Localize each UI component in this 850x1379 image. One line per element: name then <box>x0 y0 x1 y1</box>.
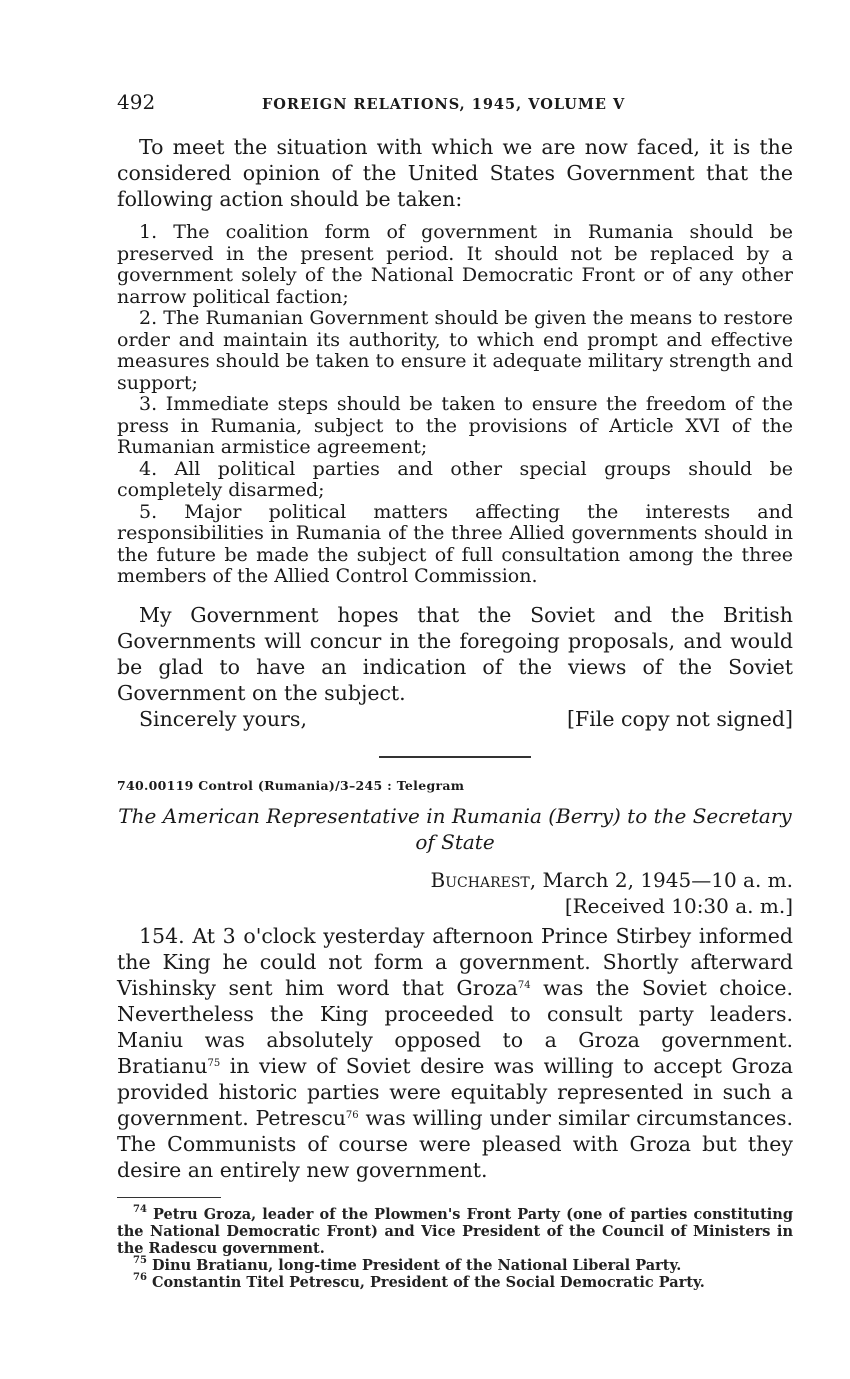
date: March 2, 1945—10 a. m. <box>542 867 793 892</box>
footnote-text: Petru Groza, leader of the Plowmen's Front Party (one of parties constituting the National Democratic Front) and Vice President of the Council of Ministers in the Radescu government. <box>117 1205 793 1257</box>
salutation: Sincerely yours, <box>139 706 307 731</box>
telegram-text: in view of Soviet desire was willing to accept Groza provided historic parties were equitably represented in such a government. Petrescu <box>117 1053 793 1130</box>
telegram-text: 154. At 3 o'clock yesterday afternoon Prince Stirbey informed the King he could not form a government. Shortly afterward Vishinsky sent him word that Groza <box>117 923 793 1000</box>
action-list <box>117 222 793 588</box>
dateline <box>117 867 793 919</box>
list-item: 2. The Rumanian Government should be given the means to restore order and maintain its authority, to which end prompt and effective measures should be taken to ensure it adequate military strength and support; <box>117 307 793 394</box>
running-head: FOREIGN RELATIONS, 1945, VOLUME V <box>262 96 626 113</box>
intro-paragraph: To meet the situation with which we are now faced, it is the considered opinion of the United States Government that the following action should be taken: <box>117 135 793 211</box>
footnote-74 <box>117 1203 793 1257</box>
file-copy-note: [File copy not signed] <box>567 706 793 731</box>
footnote-ref-76: 76 <box>345 1109 359 1121</box>
footnote-mark: 74 <box>133 1203 147 1215</box>
signature-line <box>117 706 793 732</box>
footnote-mark: 76 <box>133 1271 147 1283</box>
place: Bucharest, <box>430 867 537 892</box>
list-item: 5. Major political matters affecting the interests and responsibilities in Rumania of the three Allied governments should in the future be made the subject of full consultation among the three members of the Allied Control Commission. <box>117 500 793 587</box>
telegram-body <box>117 923 793 1183</box>
document-page <box>117 90 793 1291</box>
footnote-ref-74: 74 <box>517 979 531 991</box>
closing-paragraph: My Government hopes that the Soviet and the British Governments will concur in the foregoing proposals, and would be glad to have an indication of the views of the Soviet Government on the subject. <box>117 602 793 705</box>
footnotes <box>117 1203 793 1291</box>
document-title: The American Representative in Rumania (Berry) to the Secretary of State <box>118 803 792 854</box>
telegram-text: was willing under similar circumstances. The Communists of course were pleased with Groza but they desire an entirely new government. <box>117 1105 793 1182</box>
footnote-text: Constantin Titel Petrescu, President of the Social Democratic Party. <box>146 1273 705 1291</box>
footnote-76 <box>117 1271 793 1291</box>
list-item: 4. All political parties and other special groups should be completely disarmed; <box>117 457 793 501</box>
footnote-75 <box>117 1254 793 1274</box>
received-time: [Received 10:30 a. m.] <box>564 893 793 918</box>
file-reference: 740.00119 Control (Rumania)/3–245 : Telegram <box>117 777 465 793</box>
list-item: 3. Immediate steps should be taken to ensure the freedom of the press in Rumania, subject to the provisions of Article XVI of the Rumanian armistice agreement; <box>117 393 793 458</box>
page-number: 492 <box>117 90 156 114</box>
footnote-mark: 75 <box>133 1254 147 1266</box>
page-header <box>117 90 793 120</box>
section-divider <box>379 756 531 758</box>
list-item: 1. The coalition form of government in Rumania should be preserved in the present period. It should not be replaced by a government solely of the National Democratic Front or of any other narrow political faction; <box>117 221 793 308</box>
footnote-text: Dinu Bratianu, long-time President of the National Liberal Party. <box>146 1256 682 1274</box>
footnote-divider <box>117 1197 221 1198</box>
footnote-ref-75: 75 <box>207 1057 221 1069</box>
telegram-text: was the Soviet choice. Nevertheless the King proceeded to consult party leaders. Maniu was absolutely opposed to a Groza government. Bratianu <box>117 975 793 1078</box>
